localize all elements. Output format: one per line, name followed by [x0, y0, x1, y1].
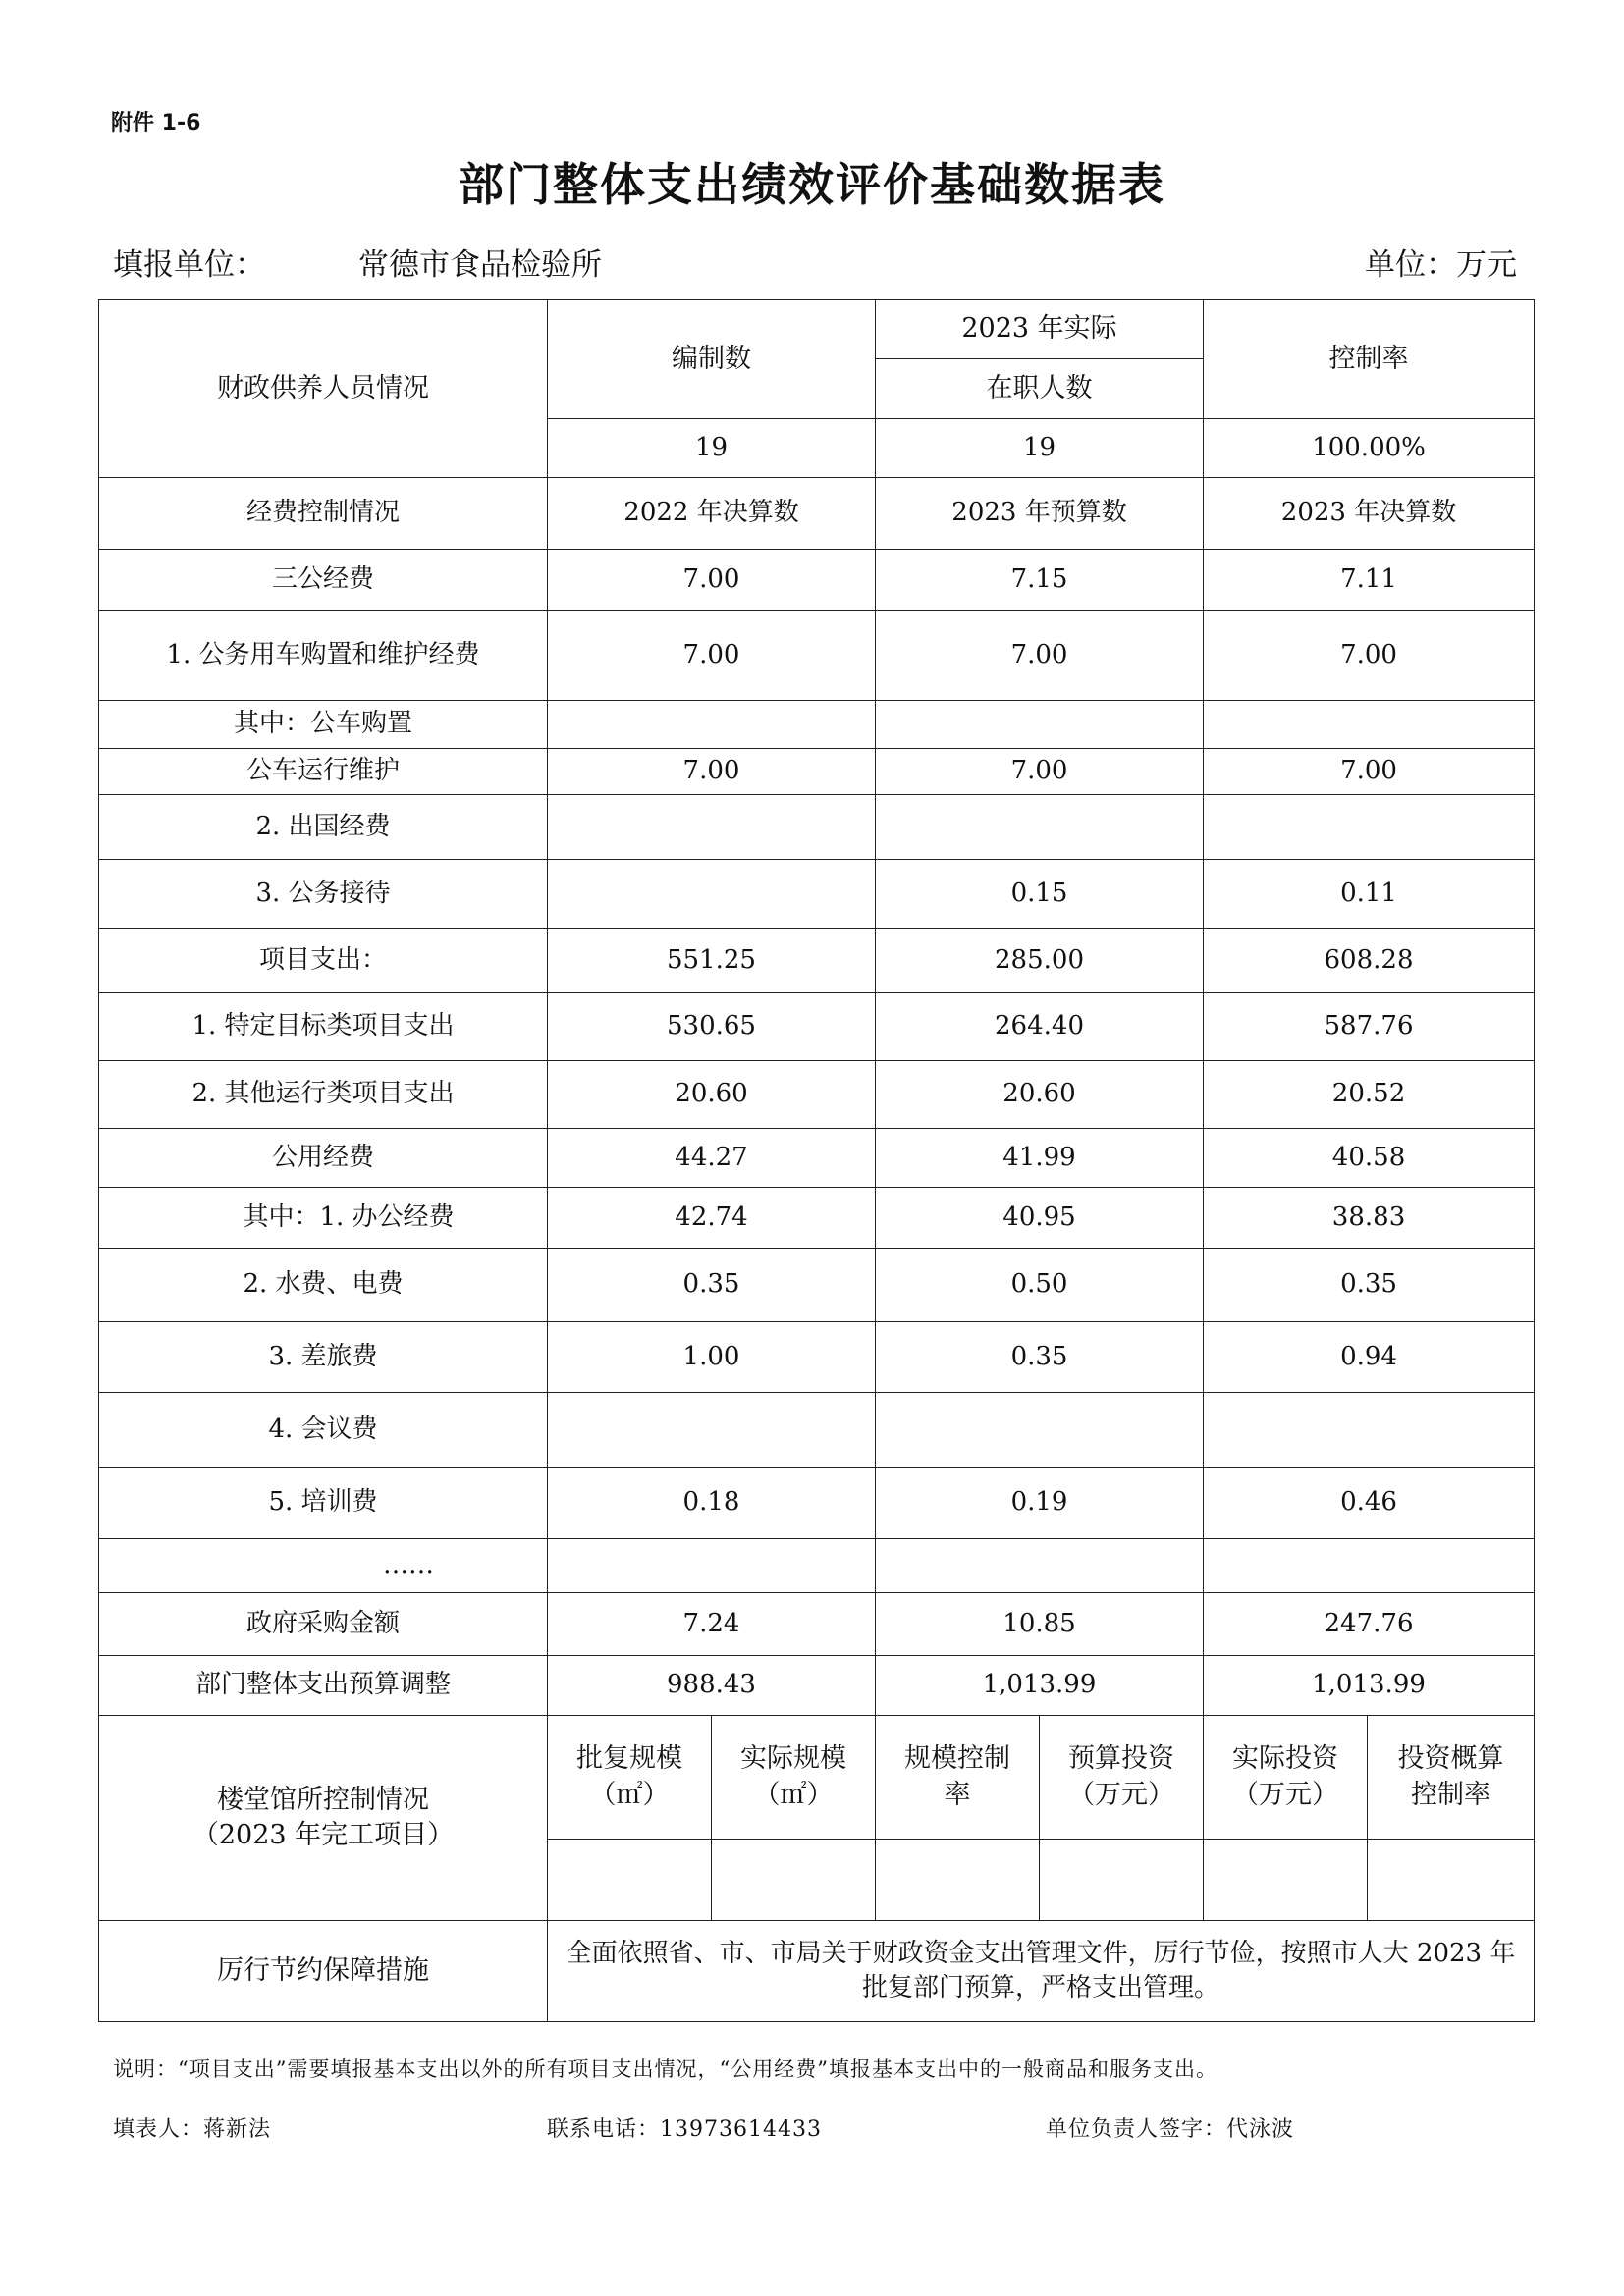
money-unit: 单位：万元 [1365, 247, 1517, 283]
staff-label: 财政供养人员情况 [99, 300, 548, 478]
building-value-cell [548, 1840, 712, 1921]
row-value-2022: 988.43 [548, 1656, 876, 1716]
row-label: 三公经费 [99, 550, 548, 611]
row-value-2023-final: 0.94 [1204, 1322, 1535, 1393]
row-value-2023-budget: 0.35 [876, 1322, 1204, 1393]
row-label: 其中：公车购置 [99, 701, 548, 749]
row-value-2022 [548, 701, 876, 749]
row-label: 3. 公务接待 [99, 860, 548, 929]
row-value-2023-final: 20.52 [1204, 1061, 1535, 1129]
row-value-2023-final [1204, 1539, 1535, 1593]
row-label: 5. 培训费 [99, 1468, 548, 1539]
row-value-2023-budget: 285.00 [876, 929, 1204, 993]
building-value-cell [712, 1840, 876, 1921]
row-label: 1. 特定目标类项目支出 [99, 993, 548, 1061]
filler-name: 填表人：蒋新法 [113, 2117, 272, 2142]
row-label: 2. 其他运行类项目支出 [99, 1061, 548, 1129]
building-label-line2: （2023 年完工项目） [191, 1820, 455, 1850]
row-value-2022: 0.18 [548, 1468, 876, 1539]
row-value-2023-final: 40.58 [1204, 1129, 1535, 1188]
row-value-2023-budget: 0.15 [876, 860, 1204, 929]
row-value-2022 [548, 1539, 876, 1593]
row-label: 政府采购金额 [99, 1593, 548, 1656]
building-value-cell [876, 1840, 1040, 1921]
saving-measures-label: 厉行节约保障措施 [99, 1921, 548, 2022]
row-value-2023-budget: 10.85 [876, 1593, 1204, 1656]
building-value-cell [1368, 1840, 1535, 1921]
building-label-line1: 楼堂馆所控制情况 [217, 1784, 429, 1815]
building-header-approved-scale: 批复规模 （㎡） [548, 1716, 712, 1840]
staff-actual-value: 19 [876, 419, 1204, 478]
row-value-2023-budget: 7.00 [876, 749, 1204, 795]
row-value-2022 [548, 795, 876, 860]
funds-header-2023-budget: 2023 年预算数 [876, 478, 1204, 550]
building-header-budget-investment: 预算投资 （万元） [1040, 1716, 1204, 1840]
building-value-cell [1040, 1840, 1204, 1921]
unit-name: 常德市食品检验所 [358, 247, 602, 283]
building-header-scale-control-rate: 规模控制 率 [876, 1716, 1040, 1840]
staff-rate-header: 控制率 [1204, 300, 1535, 419]
attachment-number: 附件 1-6 [111, 111, 201, 135]
row-value-2023-budget [876, 1393, 1204, 1468]
row-value-2022: 7.00 [548, 749, 876, 795]
row-value-2022 [548, 860, 876, 929]
row-value-2023-budget: 0.50 [876, 1249, 1204, 1322]
row-value-2023-budget: 0.19 [876, 1468, 1204, 1539]
row-label: 项目支出： [99, 929, 548, 993]
row-value-2023-final: 247.76 [1204, 1593, 1535, 1656]
row-label: 3. 差旅费 [99, 1322, 548, 1393]
row-value-2023-final: 7.00 [1204, 611, 1535, 701]
row-value-2022 [548, 1393, 876, 1468]
row-value-2023-budget [876, 701, 1204, 749]
row-value-2023-final: 38.83 [1204, 1188, 1535, 1249]
building-header-actual-scale: 实际规模 （㎡） [712, 1716, 876, 1840]
row-label: 2. 水费、电费 [99, 1249, 548, 1322]
row-label: 部门整体支出预算调整 [99, 1656, 548, 1716]
funds-header-label: 经费控制情况 [99, 478, 548, 550]
row-value-2023-budget: 7.15 [876, 550, 1204, 611]
contact-phone: 联系电话：13973614433 [547, 2117, 822, 2142]
row-value-2022: 7.00 [548, 550, 876, 611]
staff-quota-header: 编制数 [548, 300, 876, 419]
row-value-2023-final: 7.00 [1204, 749, 1535, 795]
row-value-2023-budget: 7.00 [876, 611, 1204, 701]
row-value-2022: 20.60 [548, 1061, 876, 1129]
row-value-2023-budget: 40.95 [876, 1188, 1204, 1249]
row-value-2022: 551.25 [548, 929, 876, 993]
row-label: 1. 公务用车购置和维护经费 [99, 611, 548, 701]
row-label: …… [99, 1539, 548, 1593]
staff-actual-sub-header: 在职人数 [876, 359, 1204, 419]
performance-data-table [98, 299, 1535, 2022]
unit-label: 填报单位： [113, 247, 265, 283]
row-value-2023-budget [876, 795, 1204, 860]
row-value-2023-final: 1,013.99 [1204, 1656, 1535, 1716]
table-note: 说明：“项目支出”需要填报基本支出以外的所有项目支出情况，“公用经费”填报基本支出中的一般商品和服务支出。 [113, 2057, 1218, 2081]
row-value-2022: 44.27 [548, 1129, 876, 1188]
row-value-2022: 1.00 [548, 1322, 876, 1393]
row-value-2023-budget: 264.40 [876, 993, 1204, 1061]
saving-measures-text: 全面依照省、市、市局关于财政资金支出管理文件，厉行节俭，按照市人大 2023 年批复部门预算，严格支出管理。 [548, 1921, 1535, 2022]
leader-signature: 单位负责人签字：代泳波 [1046, 2117, 1295, 2142]
staff-rate-value: 100.00% [1204, 419, 1535, 478]
row-value-2023-final: 587.76 [1204, 993, 1535, 1061]
row-value-2023-final [1204, 795, 1535, 860]
row-label: 2. 出国经费 [99, 795, 548, 860]
unit-row [113, 240, 1517, 289]
row-value-2023-final: 0.35 [1204, 1249, 1535, 1322]
building-header-actual-investment: 实际投资 （万元） [1204, 1716, 1368, 1840]
row-value-2023-budget: 1,013.99 [876, 1656, 1204, 1716]
row-value-2022: 0.35 [548, 1249, 876, 1322]
row-value-2023-final: 7.11 [1204, 550, 1535, 611]
row-label: 公用经费 [99, 1129, 548, 1188]
page-title: 部门整体支出绩效评价基础数据表 [459, 158, 1165, 211]
funds-header-2023-final: 2023 年决算数 [1204, 478, 1535, 550]
row-value-2023-budget [876, 1539, 1204, 1593]
building-control-label [99, 1716, 548, 1921]
row-value-2022: 530.65 [548, 993, 876, 1061]
row-value-2022: 42.74 [548, 1188, 876, 1249]
row-value-2023-final: 0.11 [1204, 860, 1535, 929]
row-value-2023-budget: 20.60 [876, 1061, 1204, 1129]
row-value-2022: 7.24 [548, 1593, 876, 1656]
building-header-investment-control-rate: 投资概算 控制率 [1368, 1716, 1535, 1840]
row-value-2023-final [1204, 701, 1535, 749]
funds-header-2022-final: 2022 年决算数 [548, 478, 876, 550]
row-value-2023-final: 608.28 [1204, 929, 1535, 993]
row-value-2023-budget: 41.99 [876, 1129, 1204, 1188]
row-label: 4. 会议费 [99, 1393, 548, 1468]
row-label: 其中：1. 办公经费 [99, 1188, 548, 1249]
row-label: 公车运行维护 [99, 749, 548, 795]
row-value-2023-final [1204, 1393, 1535, 1468]
row-value-2023-final: 0.46 [1204, 1468, 1535, 1539]
staff-actual-year-header: 2023 年实际 [876, 300, 1204, 359]
row-value-2022: 7.00 [548, 611, 876, 701]
building-value-cell [1204, 1840, 1368, 1921]
staff-quota-value: 19 [548, 419, 876, 478]
